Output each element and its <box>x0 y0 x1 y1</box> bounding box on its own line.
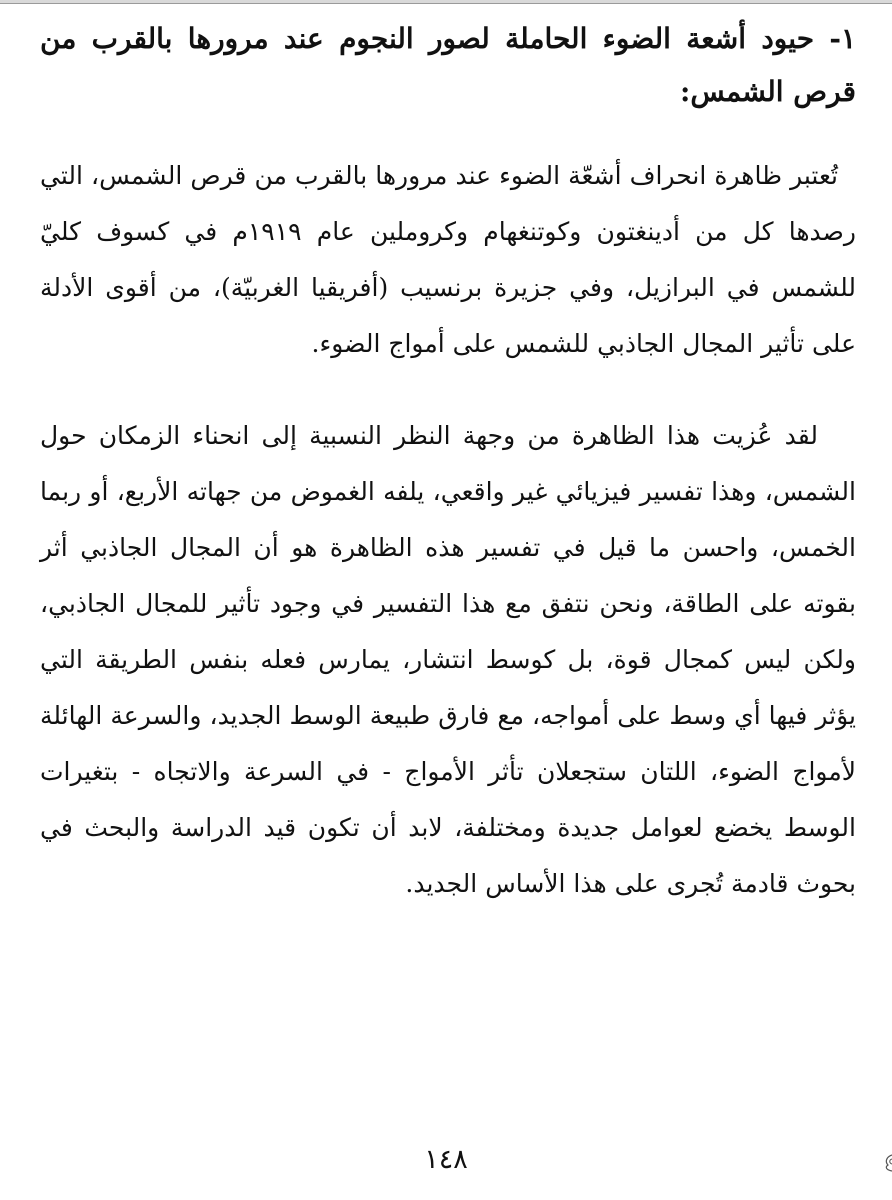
page-corner-mark-icon <box>884 1152 892 1172</box>
top-edge-rule <box>0 0 892 4</box>
paragraph-interpretation: لقد عُزيت هذا الظاهرة من وجهة النظر النسبية إلى انحناء الزمكان حول الشمس، وهذا تفسير فيزيائي غير واقعي، يلفه الغموض من جهاته الأربع، أو ربما الخمس، واحسن ما قيل في تفسير هذه الظاهرة هو أن المجال الجاذبي أثر بقوته على الطاقة، ونحن نتفق مع هذا التفسير في وجود تأثير للمجال الجاذبي، ولكن ليس كمجال قوة، بل كوسط انتشار، يمارس فعله بنفس الطريقة التي يؤثر فيها أي وسط على أمواجه، مع فارق طبيعة الوسط الجديد، والسرعة الهائلة لأمواج الضوء، اللتان ستجعلان تأثر الأمواج - في السرعة والاتجاه - بتغيرات الوسط يخضع لعوامل جديدة ومختلفة، لابد أن تكون قيد الدراسة والبحث في بحوث قادمة تُجرى على هذا الأساس الجديد. <box>40 421 856 898</box>
document-page <box>40 12 856 1200</box>
section-heading: ١- حيود أشعة الضوء الحاملة لصور النجوم عند مرورها بالقرب من قرص الشمس: <box>40 22 856 108</box>
page-number: ١٤٨ <box>424 1144 468 1175</box>
paragraph-light-deflection: تُعتبر ظاهرة انحراف أشعّة الضوء عند مرورها بالقرب من قرص الشمس، التي رصدها كل من أدينغتون وكوتنغهام وكروملين عام ١٩١٩م في كسوف كليّ للشمس في البرازيل، وفي جزيرة برنسيب (أفريقيا الغربيّة)، من أقوى الأدلة على تأثير المجال الجاذبي للشمس على أمواج الضوء. <box>40 161 856 358</box>
